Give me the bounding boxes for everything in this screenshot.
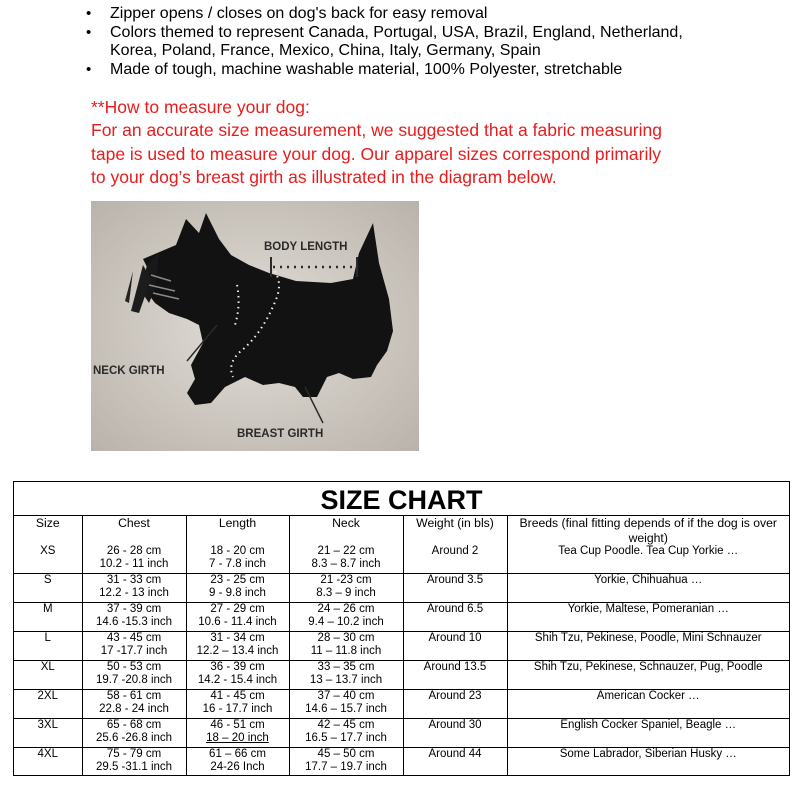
measure-heading: **How to measure your dog: <box>91 97 310 117</box>
chest-inch: 25.6 -26.8 inch <box>95 732 173 745</box>
neck-inch: 11 – 11.8 inch <box>310 645 382 658</box>
measure-instructions <box>91 96 771 189</box>
breeds-cell: Yorkie, Maltese, Pomeranian … <box>507 603 789 632</box>
weight-cell: Around 44 <box>403 748 507 777</box>
breeds-cell: Shih Tzu, Pekinese, Schnauzer, Pug, Poodle <box>507 661 789 690</box>
breeds-cell: Yorkie, Chihuahua … <box>507 574 789 603</box>
neck-girth-label: NECK GIRTH <box>93 365 165 377</box>
neck-cell <box>289 661 403 690</box>
neck-cm: 24 – 26 cm <box>317 603 375 615</box>
header-weight: Weight (in bls) <box>403 516 507 545</box>
feature-list <box>84 5 724 79</box>
length-cm: 23 - 25 cm <box>210 574 265 586</box>
length-inch: 14.2 - 15.4 inch <box>197 674 278 687</box>
table-row <box>14 719 789 748</box>
length-inch: 16 - 17.7 inch <box>202 703 273 716</box>
length-inch: 9 - 9.8 inch <box>209 587 266 600</box>
header-length: Length <box>186 516 289 545</box>
chest-cell <box>82 748 186 777</box>
weight-cell: Around 10 <box>403 632 507 661</box>
length-cell <box>186 574 289 603</box>
length-cell <box>186 748 289 777</box>
table-row <box>14 574 789 603</box>
length-cell <box>186 690 289 719</box>
weight-cell: Around 3.5 <box>403 574 507 603</box>
chest-cell <box>82 632 186 661</box>
chest-cm: 43 - 45 cm <box>106 632 162 644</box>
header-size: Size <box>14 516 82 545</box>
size-cell: 3XL <box>14 719 82 748</box>
length-cell <box>186 719 289 748</box>
neck-cell <box>289 574 403 603</box>
neck-inch: 16.5 – 17.7 inch <box>305 732 387 745</box>
chest-cm: 26 - 28 cm <box>106 545 162 557</box>
table-header-row <box>14 516 789 545</box>
neck-cell <box>289 545 403 574</box>
length-inch: 18 – 20 inch <box>206 732 269 745</box>
length-cm: 61 – 66 cm <box>209 748 266 760</box>
size-cell: M <box>14 603 82 632</box>
chest-inch: 17 -17.7 inch <box>100 645 168 658</box>
length-cm: 18 - 20 cm <box>210 545 265 557</box>
neck-cm: 33 – 35 cm <box>317 661 375 673</box>
feature-item: • Zipper opens / closes on dog's back for easy removal <box>84 5 724 24</box>
header-neck: Neck <box>289 516 403 545</box>
neck-cell <box>289 603 403 632</box>
breeds-cell: Some Labrador, Siberian Husky … <box>507 748 789 777</box>
size-cell: 4XL <box>14 748 82 777</box>
length-cell <box>186 603 289 632</box>
weight-cell: Around 6.5 <box>403 603 507 632</box>
chest-cm: 65 - 68 cm <box>106 719 162 731</box>
header-chest: Chest <box>82 516 186 545</box>
neck-cm: 28 – 30 cm <box>317 632 375 644</box>
breeds-cell: Shih Tzu, Pekinese, Poodle, Mini Schnauzer <box>507 632 789 661</box>
measure-line: to your dog’s breast girth as illustrated in the diagram below. <box>91 166 557 187</box>
size-cell: 2XL <box>14 690 82 719</box>
measure-line: For an accurate size measurement, we suggested that a fabric measuring <box>91 120 662 141</box>
breeds-cell: Tea Cup Poodle. Tea Cup Yorkie … <box>507 545 789 574</box>
neck-cm: 21 – 22 cm <box>317 545 375 557</box>
chest-inch: 12.2 - 13 inch <box>99 587 169 600</box>
neck-inch: 14.6 – 15.7 inch <box>305 703 387 716</box>
length-inch: 7 - 7.8 inch <box>209 558 266 571</box>
weight-cell: Around 30 <box>403 719 507 748</box>
chest-cell <box>82 661 186 690</box>
feature-item: • Colors themed to represent Canada, Portugal, USA, Brazil, England, Netherland, Korea, Poland, France, Mexico, China, Italy, Germany, Spain <box>84 24 724 61</box>
neck-inch: 8.3 – 8.7 inch <box>311 558 381 571</box>
length-inch: 10.6 - 11.4 inch <box>198 616 277 629</box>
length-inch: 12.2 – 13.4 inch <box>196 645 279 658</box>
size-cell: L <box>14 632 82 661</box>
dog-measurement-diagram <box>91 201 419 451</box>
measure-line: tape is used to measure your dog. Our apparel sizes correspond primarily <box>91 143 661 164</box>
neck-cm: 45 – 50 cm <box>317 748 375 760</box>
table-row <box>14 545 789 574</box>
neck-cm: 42 – 45 cm <box>317 719 375 731</box>
scottie-dog-silhouette <box>91 201 419 451</box>
neck-cell <box>289 748 403 777</box>
table-row <box>14 748 789 777</box>
chest-cm: 31 - 33 cm <box>106 574 162 586</box>
size-table <box>14 516 789 776</box>
size-cell: XS <box>14 545 82 574</box>
chest-inch: 22.8 - 24 inch <box>99 703 169 716</box>
table-row <box>14 690 789 719</box>
length-cm: 46 - 51 cm <box>210 719 265 731</box>
chest-cell <box>82 574 186 603</box>
neck-inch: 17.7 – 19.7 inch <box>305 761 387 774</box>
feature-item: • Made of tough, machine washable material, 100% Polyester, stretchable <box>84 61 724 80</box>
size-cell: XL <box>14 661 82 690</box>
length-cell <box>186 632 289 661</box>
neck-cm: 21 -23 cm <box>320 574 372 586</box>
size-chart <box>13 481 790 776</box>
length-cm: 31 - 34 cm <box>210 632 265 644</box>
chest-cm: 37 - 39 cm <box>106 603 162 615</box>
chest-inch: 29.5 -31.1 inch <box>95 761 173 774</box>
weight-cell: Around 13.5 <box>403 661 507 690</box>
neck-cell <box>289 719 403 748</box>
table-row <box>14 661 789 690</box>
size-chart-title: SIZE CHART <box>14 482 789 516</box>
neck-inch: 13 – 13.7 inch <box>309 674 383 687</box>
chest-inch: 10.2 - 11 inch <box>99 558 169 571</box>
length-inch: 24-26 Inch <box>210 761 265 774</box>
neck-cell <box>289 632 403 661</box>
chest-cm: 58 - 61 cm <box>106 690 162 702</box>
chest-cell <box>82 719 186 748</box>
length-cm: 36 - 39 cm <box>210 661 265 673</box>
chest-inch: 19.7 -20.8 inch <box>95 674 173 687</box>
neck-cell <box>289 690 403 719</box>
breeds-cell: American Cocker … <box>507 690 789 719</box>
table-row <box>14 603 789 632</box>
size-cell: S <box>14 574 82 603</box>
chest-cm: 50 - 53 cm <box>106 661 162 673</box>
chest-cell <box>82 545 186 574</box>
length-cell <box>186 661 289 690</box>
breast-girth-label: BREAST GIRTH <box>237 428 324 440</box>
chest-cell <box>82 603 186 632</box>
neck-cm: 37 – 40 cm <box>317 690 375 702</box>
chest-cell <box>82 690 186 719</box>
chest-cm: 75 - 79 cm <box>106 748 162 760</box>
length-cm: 41 - 45 cm <box>210 690 265 702</box>
table-row <box>14 632 789 661</box>
weight-cell: Around 2 <box>403 545 507 574</box>
header-breeds: Breeds (final fitting depends of if the dog is over weight) <box>507 516 789 545</box>
breeds-cell: English Cocker Spaniel, Beagle … <box>507 719 789 748</box>
weight-cell: Around 23 <box>403 690 507 719</box>
chest-inch: 14.6 -15.3 inch <box>95 616 173 629</box>
body-length-label: BODY LENGTH <box>264 241 348 253</box>
length-cm: 27 - 29 cm <box>210 603 265 615</box>
length-cell <box>186 545 289 574</box>
neck-inch: 9.4 – 10.2 inch <box>308 616 384 629</box>
neck-inch: 8.3 – 9 inch <box>316 587 376 600</box>
